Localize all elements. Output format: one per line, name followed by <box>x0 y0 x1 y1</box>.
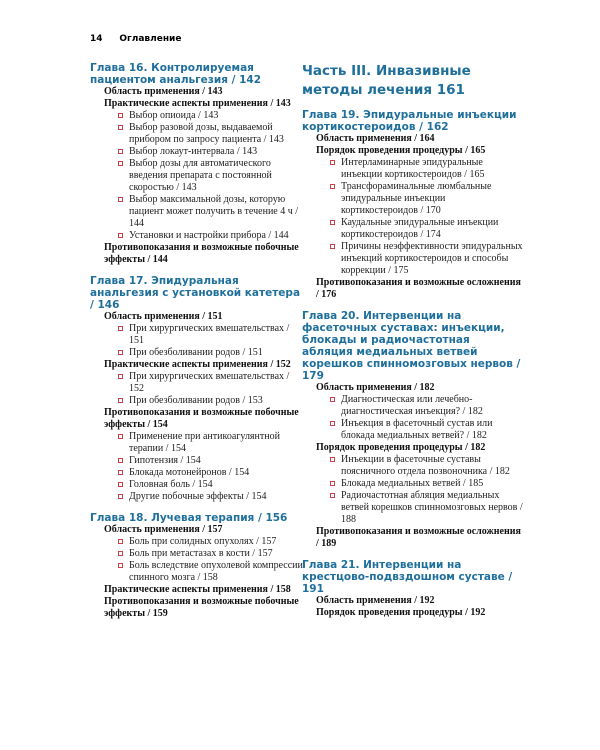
entry-text: Причины неэффективности эпидуральных инъекций кортикостероидов и способы коррекции / 175 <box>341 241 523 276</box>
subsection-entry <box>118 479 305 491</box>
toc-right-column <box>302 62 524 619</box>
square-bullet-icon <box>330 220 335 225</box>
square-bullet-icon <box>330 481 335 486</box>
entry-text: Практические аспекты применения / 152 <box>104 359 291 370</box>
square-bullet-icon <box>118 197 123 202</box>
square-bullet-icon <box>118 149 123 154</box>
subsection-entry <box>118 491 305 503</box>
square-bullet-icon <box>330 457 335 462</box>
section-entry <box>104 596 305 620</box>
entry-text: Выбор опиоида / 143 <box>129 110 219 121</box>
square-bullet-icon <box>118 233 123 238</box>
entry-text: Противопоказания и возможные осложнения / 189 <box>316 526 521 549</box>
subsection-entry <box>118 158 305 194</box>
entry-text: Область применения / 157 <box>104 524 223 535</box>
section-entry <box>104 584 305 596</box>
entry-text: Выбор дозы для автоматического введения препарата с постоянной скоростью / 143 <box>129 158 272 193</box>
entry-text: При хирургических вмешательствах / 151 <box>129 323 290 346</box>
square-bullet-icon <box>118 350 123 355</box>
entry-text: Каудальные эпидуральные инъекции кортикостероидов / 174 <box>341 217 499 240</box>
subsection-entry <box>330 157 524 181</box>
entry-text: Трансфораминальные люмбальные эпидуральные инъекции кортикостероидов / 170 <box>341 181 492 216</box>
subsection-entry <box>118 395 305 407</box>
entry-text: Часть III. Инвазивные методы лечения 161 <box>302 63 471 98</box>
section-entry <box>104 98 305 110</box>
square-bullet-icon <box>118 563 123 568</box>
entry-text: Глава 21. Интервенции на крестцово-подвздошном суставе / 191 <box>302 559 513 595</box>
square-bullet-icon <box>330 184 335 189</box>
square-bullet-icon <box>118 539 123 544</box>
subsection-entry <box>118 323 305 347</box>
square-bullet-icon <box>118 482 123 487</box>
entry-text: Головная боль / 154 <box>129 479 213 490</box>
entry-text: Глава 17. Эпидуральная анальгезия с установкой катетера / 146 <box>90 275 301 311</box>
subsection-entry <box>330 418 524 442</box>
entry-text: Блокада мотонейронов / 154 <box>129 467 250 478</box>
entry-text: Противопоказания и возможные побочные эффекты / 144 <box>104 242 299 265</box>
entry-text: Интерламинарные эпидуральные инъекции кортикостероидов / 165 <box>341 157 485 180</box>
chapter-heading <box>90 62 305 86</box>
square-bullet-icon <box>118 125 123 130</box>
entry-text: Установки и настройки прибора / 144 <box>129 230 289 241</box>
section-entry <box>104 359 305 371</box>
square-bullet-icon <box>118 113 123 118</box>
part-heading <box>302 62 524 100</box>
chapter-heading <box>302 559 524 595</box>
entry-text: Глава 18. Лучевая терапия / 156 <box>90 512 288 524</box>
section-entry <box>104 407 305 431</box>
subsection-entry <box>118 455 305 467</box>
subsection-entry <box>118 110 305 122</box>
entry-text: Противопоказания и возможные побочные эффекты / 154 <box>104 407 299 430</box>
entry-text: Порядок проведения процедуры / 192 <box>316 607 486 618</box>
subsection-entry <box>118 548 305 560</box>
section-entry <box>104 311 305 323</box>
entry-text: Область применения / 164 <box>316 133 435 144</box>
square-bullet-icon <box>118 434 123 439</box>
entry-text: Другие побочные эффекты / 154 <box>129 491 267 502</box>
square-bullet-icon <box>330 397 335 402</box>
square-bullet-icon <box>118 374 123 379</box>
entry-text: Выбор локаут-интервала / 143 <box>129 146 258 157</box>
chapter-heading <box>302 310 524 382</box>
entry-text: При обезболивании родов / 153 <box>129 395 263 406</box>
square-bullet-icon <box>118 470 123 475</box>
chapter-heading <box>90 275 305 311</box>
entry-text: Область применения / 192 <box>316 595 435 606</box>
entry-text: Гипотензия / 154 <box>129 455 201 466</box>
section-entry <box>316 526 524 550</box>
square-bullet-icon <box>118 161 123 166</box>
subsection-entry <box>330 454 524 478</box>
section-entry <box>316 145 524 157</box>
entry-text: Глава 16. Контролируемая пациентом анальгезия / 142 <box>90 62 262 86</box>
square-bullet-icon <box>330 160 335 165</box>
subsection-entry <box>330 478 524 490</box>
subsection-entry <box>118 431 305 455</box>
entry-text: Боль при метастазах в кости / 157 <box>129 548 273 559</box>
square-bullet-icon <box>330 244 335 249</box>
square-bullet-icon <box>118 326 123 331</box>
subsection-entry <box>118 122 305 146</box>
entry-text: Инъекции в фасеточные суставы поясничного отдела позвоночника / 182 <box>341 454 510 477</box>
subsection-entry <box>118 146 305 158</box>
toc-left-column <box>90 62 305 620</box>
subsection-entry <box>118 194 305 230</box>
entry-text: Выбор максимальной дозы, которую пациент может получить в течение 4 ч / 144 <box>129 194 299 229</box>
section-entry <box>316 595 524 607</box>
entry-text: Область применения / 143 <box>104 86 223 97</box>
subsection-entry <box>330 241 524 277</box>
subsection-entry <box>118 347 305 359</box>
entry-text: При обезболивании родов / 151 <box>129 347 263 358</box>
subsection-entry <box>330 490 524 526</box>
entry-text: Радиочастотная абляция медиальных ветвей корешков спинномозговых нервов / 188 <box>341 490 523 525</box>
entry-text: Блокада медиальных ветвей / 185 <box>341 478 484 489</box>
entry-text: Диагностическая или лечебно-диагностическая инъекция? / 182 <box>341 394 483 417</box>
section-entry <box>316 382 524 394</box>
entry-text: Область применения / 182 <box>316 382 435 393</box>
chapter-heading <box>90 512 305 524</box>
section-entry <box>104 86 305 98</box>
entry-text: Порядок проведения процедуры / 165 <box>316 145 486 156</box>
square-bullet-icon <box>330 421 335 426</box>
square-bullet-icon <box>118 398 123 403</box>
subsection-entry <box>118 230 305 242</box>
section-entry <box>104 524 305 536</box>
entry-text: Противопоказания и возможные побочные эффекты / 159 <box>104 596 299 619</box>
section-entry <box>316 277 524 301</box>
square-bullet-icon <box>118 551 123 556</box>
section-entry <box>316 442 524 454</box>
entry-text: Боль при солидных опухолях / 157 <box>129 536 277 547</box>
subsection-entry <box>118 371 305 395</box>
square-bullet-icon <box>118 494 123 499</box>
subsection-entry <box>118 560 305 584</box>
subsection-entry <box>330 217 524 241</box>
entry-text: Инъекция в фасеточный сустав или блокада медиальных ветвей? / 182 <box>341 418 493 441</box>
entry-text: Порядок проведения процедуры / 182 <box>316 442 486 453</box>
subsection-entry <box>330 181 524 217</box>
entry-text: Боль вследствие опухолевой компрессии спинного мозга / 158 <box>129 560 303 583</box>
section-entry <box>316 133 524 145</box>
running-title: Оглавление <box>119 34 182 44</box>
subsection-entry <box>118 536 305 548</box>
entry-text: Противопоказания и возможные осложнения / 176 <box>316 277 521 300</box>
subsection-entry <box>330 394 524 418</box>
entry-text: При хирургических вмешательствах / 152 <box>129 371 290 394</box>
entry-text: Область применения / 151 <box>104 311 223 322</box>
page-number: 14 <box>90 34 103 44</box>
entry-text: Практические аспекты применения / 158 <box>104 584 291 595</box>
entry-text: Глава 20. Интервенции на фасеточных суставах: инъекции, блокады и радиочастотная абляция медиальных ветвей корешков спинномозговых нервов / 179 <box>302 310 521 382</box>
subsection-entry <box>118 467 305 479</box>
chapter-heading <box>302 109 524 133</box>
square-bullet-icon <box>118 458 123 463</box>
entry-text: Практические аспекты применения / 143 <box>104 98 291 109</box>
section-entry <box>104 242 305 266</box>
entry-text: Глава 19. Эпидуральные инъекции кортикостероидов / 162 <box>302 109 517 133</box>
entry-text: Применение при антикоагулянтной терапии / 154 <box>129 431 280 454</box>
running-header <box>90 34 181 44</box>
section-entry <box>316 607 524 619</box>
square-bullet-icon <box>330 493 335 498</box>
entry-text: Выбор разовой дозы, выдаваемой прибором по запросу пациента / 143 <box>129 122 284 145</box>
